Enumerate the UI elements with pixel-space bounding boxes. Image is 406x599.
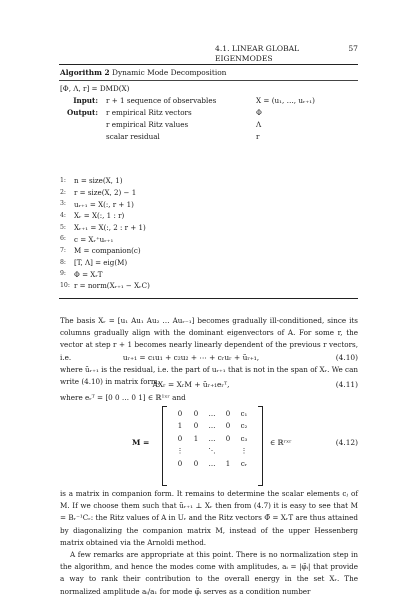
algorithm-label: Algorithm 2 [60,68,110,77]
algorithm-step [60,245,150,257]
equation-4-12 [60,406,358,486]
step-number: 10: [60,282,70,289]
matrix-cell: … [208,434,216,443]
step-number: 4: [60,211,67,219]
matrix-cell: 0 [193,422,199,431]
matrix-cell: 0 [177,410,183,418]
equation-4-11 [60,380,358,390]
algorithm-step [60,198,150,210]
matrix-cell: c₂ [240,422,248,431]
paragraph-basis: The basis Xᵣ = [u₁ Au₁ Au₂ … Auᵣ₋₁] becomes gradually ill-conditioned, since its columns gradually align with the dominant eigenvectors of A. For some r, the vector at step r + 1 becomes nearly linearly dependent of the previous r vectors, i.e. [60,316,358,362]
algorithm-top-rule [59,64,358,65]
step-number: 8: [60,258,67,266]
matrix-cell: 1 [177,422,183,431]
algorithm-title [60,68,226,78]
step-text: Φ = XᵣT [74,269,103,279]
io-symbol: r [256,132,260,141]
io-label: Input: [73,96,98,105]
equation-body: uᵣ₊₁ = c₁u₁ + c₂u₂ + ⋯ + cᵣuᵣ + ũᵣ₊₁, [122,353,260,362]
matrix-cell: 0 [177,459,183,468]
io-text: scalar residual [106,132,160,141]
matrix-cell: 0 [225,410,231,418]
step-number: 7: [60,246,67,254]
step-number: 6: [60,235,67,243]
algorithm-step [60,187,150,199]
matrix-cell [220,447,236,459]
matrix-cell: 1 [193,434,199,443]
paragraph-er: where eᵣᵀ = [0 0 … 0 1] ∈ ℝ¹ˣʳ and [60,393,186,402]
matrix-cell: … [208,459,216,468]
step-number: 2: [60,188,67,196]
step-text: r = size(X, 2) − 1 [74,187,137,197]
matrix-grid [172,410,252,472]
paragraph-remarks: A few remarks are appropriate at this point. There is no normalization step in the algorithm, and hence the modes come with amplitudes, aᵢ = |φ̃ᵢ| that provide a way to rank their contribution to the overall energy in the set Xᵣ. The normalized amplitude aᵢ/a₁ for mode φ̃ᵢ serves as a condition number [60,550,358,596]
algorithm-steps [60,175,150,292]
io-text: r + 1 sequence of observables [106,96,217,105]
step-text: c = Xᵣ⁺uᵣ₊₁ [74,234,114,244]
io-text: r empirical Ritz values [106,120,189,129]
algorithm-step [60,233,150,245]
equation-number: (4.12) [335,438,358,447]
equation-4-10 [60,353,358,363]
equation-number: (4.10) [335,353,358,362]
algorithm-step [60,280,150,292]
paragraph-companion: is a matrix in companion form. It remains to determine the scalar elements cⱼ of M. If we choose them such that ũᵣ₊₁ ⊥ Xᵣ then from (4.7) it is easy to see that M = Bᵣ⁻¹Cᵣ: the Ritz values of A in Uᵣ and the Ritz vectors Φ̃ = XᵣT are thus attained by diagonalizing the companion matrix M, instead of the upper Hessenberg matrix obtained via the Arnoldi method. [60,489,358,547]
matrix-right-bracket [258,406,263,486]
step-text: Xᵣ₊₁ = X(:, 2 : r + 1) [74,222,146,232]
matrix-cell: c₁ [240,410,248,418]
step-text: r = norm(Xᵣ₊₁ − XᵣC) [74,281,150,291]
matrix-cell: ⋱ [208,447,216,456]
io-symbol: Φ [256,108,262,117]
io-row-output [60,108,358,117]
step-number: 1: [60,176,67,184]
io-row-output-values [60,120,358,129]
matrix-cell: … [208,410,216,418]
algorithm-bottom-rule [59,298,358,299]
io-symbol: X = (u₁, …, uᵣ₊₁) [256,96,315,105]
equation-number: (4.11) [335,380,358,389]
matrix-left-bracket [162,406,167,486]
io-symbol: Λ [256,120,262,129]
step-text: [T, Λ] = eig(M) [74,258,128,268]
step-number: 9: [60,270,67,278]
step-text: uᵣ₊₁ = X(:, r + 1) [74,199,134,209]
equation-body: AXᵣ = XᵣM + ũᵣ₊₁eᵣᵀ, [152,380,230,389]
matrix-cell: 1 [225,459,231,468]
step-number: 3: [60,200,67,208]
matrix-cell: 0 [177,434,183,443]
matrix-cell: 0 [225,422,231,431]
io-text: r empirical Ritz vectors [106,108,192,117]
matrix-cell [188,447,204,459]
step-number: 5: [60,223,67,231]
matrix-cell: 0 [193,410,199,418]
algorithm-step [60,175,150,187]
io-label: Output: [66,108,98,117]
algorithm-name: Dynamic Mode Decomposition [112,68,227,77]
matrix-set: ∈ ℝʳˣʳ [270,438,292,447]
algorithm-step [60,269,150,281]
matrix-cell: 0 [193,459,199,468]
page-number: 57 [348,44,358,53]
step-text: M = companion(c) [74,246,141,256]
io-row-output-residual [60,132,358,141]
matrix-cell: ⋮ [240,447,248,456]
algorithm-signature: [Φ, Λ, r] = DMD(X) [60,84,130,93]
step-text: Xᵣ = X(:, 1 : r) [74,211,125,221]
algorithm-mid-rule [59,80,358,81]
algorithm-step [60,257,150,269]
matrix-cell: 0 [225,434,231,443]
io-row-input [60,96,358,105]
io-label [60,132,106,141]
io-label [60,120,106,129]
matrix-cell: cᵣ [240,459,248,468]
section-title: 4.1. LINEAR GLOBAL EIGENMODES [215,44,300,63]
matrix-cell: … [208,422,216,431]
matrix-cell: c₃ [240,434,248,443]
running-header [215,44,358,64]
step-text: n = size(X, 1) [74,176,123,186]
matrix-label: M = [132,438,150,447]
algorithm-step [60,222,150,234]
paragraph-residual: where ũᵣ₊₁ is the residual, i.e. the part of uᵣ₊₁ that is not in the span of Xᵣ. We can write (4.10) in matrix form, [60,365,358,387]
algorithm-step [60,210,150,222]
matrix-cell: ⋮ [176,447,184,456]
